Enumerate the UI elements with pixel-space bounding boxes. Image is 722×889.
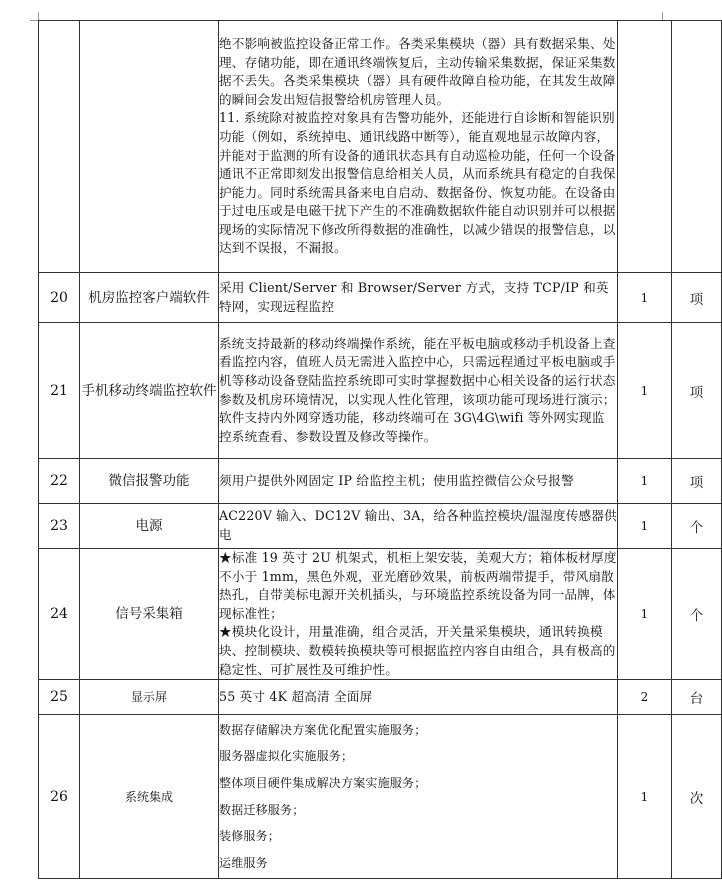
item-number: 25 xyxy=(39,680,80,715)
list-item: 服务器虚拟化实施服务； xyxy=(219,749,354,764)
item-number: 24 xyxy=(39,549,80,680)
table-row-25 xyxy=(39,680,722,715)
item-number: 22 xyxy=(39,459,80,504)
item-name: 信号采集箱 xyxy=(80,549,219,680)
item-quantity: 1 xyxy=(618,715,672,879)
item-number: 26 xyxy=(39,715,80,879)
desc-paragraph: 11. 系统除对被监控对象具有告警功能外，还能进行自诊断和智能识别功能（例如，系统掉电、通讯线路中断等），能直观地显示故障内容，并能对于监测的所有设备的通讯状态具有自动巡检功能，任何一个设备通讯不正常即刻发出报警信息给相关人员，从而系统具有稳定的自我保护能力。同时系统需具备来电自启动、数据备份、恢复功能。在设备由于过电压或是电磁干扰下产生的不准确数据软件能自动识别并可以根据现场的实际情况下修改所得数据的准确性，以减少错误的报警信息，以达到不误报，不漏报。 xyxy=(219,110,616,256)
item-unit: 次 xyxy=(672,715,722,879)
item-unit: 个 xyxy=(672,549,722,680)
desc-paragraph: ★标准 19 英寸 2U 机架式，机柜上架安装，美观大方；箱体板材厚度不小于 1mm，黑色外观，亚光磨砂效果，前板两端带提手，带风扇散热孔，自带美标电源开关机插头，与环境监控系统设备为同一品牌，体现标准性； xyxy=(219,550,617,621)
table-row-23 xyxy=(39,504,722,549)
item-name: 手机移动终端监控软件 xyxy=(80,323,219,459)
item-description: 采用 Client/Server 和 Browser/Server 方式，支持 TCP/IP 和英特网，实现远程监控 xyxy=(219,273,618,323)
item-description xyxy=(219,549,618,680)
item-name: 系统集成 xyxy=(80,715,219,879)
item-quantity: 1 xyxy=(618,549,672,680)
list-item: 装修服务； xyxy=(219,829,281,844)
table-row-26 xyxy=(39,715,722,879)
item-unit: 个 xyxy=(672,504,722,549)
procurement-list xyxy=(38,20,722,879)
item-unit: 项 xyxy=(672,273,722,323)
item-unit: 项 xyxy=(672,459,722,504)
item-name: 电源 xyxy=(80,504,219,549)
item-quantity: 1 xyxy=(618,323,672,459)
item-unit: 项 xyxy=(672,323,722,459)
item-name: 显示屏 xyxy=(80,680,219,715)
table-row-24 xyxy=(39,549,722,680)
item-quantity: 1 xyxy=(618,273,672,323)
qty-cell xyxy=(618,21,672,273)
item-description: 系统支持最新的移动终端操作系统，能在平板电脑或移动手机设备上查看监控内容，值班人员无需进入监控中心，只需远程通过平板电脑或手机等移动设备登陆监控系统即可实时掌握数据中心相关设备的运行状态参数及机房环境情况，以实现人性化管理，该项功能可现场进行演示；软件支持内外网穿透功能，移动终端可在 3G\4G\wifi 等外网实现监控系统查看、参数设置及修改等操作。 xyxy=(219,323,618,459)
item-number: 21 xyxy=(39,323,80,459)
item-name: 微信报警功能 xyxy=(80,459,219,504)
item-name: 机房监控客户端软件 xyxy=(80,273,219,323)
item-description: AC220V 输入、DC12V 输出、3A，给各种监控模块/温湿度传感器供电 xyxy=(219,504,618,549)
item-number: 20 xyxy=(39,273,80,323)
name-cell xyxy=(80,21,219,273)
desc-paragraph: 绝不影响被监控设备正常工作。各类采集模块（器）具有数据采集、处理、存储功能，即在通讯终端恢复后，主动传输采集数据，保证采集数据不丢失。各类采集模块（器）具有硬件故障自检功能，在其发生故障的瞬间会发出短信报警给机房管理人员。 xyxy=(219,35,616,107)
item-quantity: 2 xyxy=(618,680,672,715)
item-description: 55 英寸 4K 超高清 全面屏 xyxy=(219,680,618,715)
no-cell xyxy=(39,21,80,273)
table-row-20 xyxy=(39,273,722,323)
list-item: 数据存储解决方案优化配置实施服务； xyxy=(219,722,427,737)
item-quantity: 1 xyxy=(618,504,672,549)
item-number: 23 xyxy=(39,504,80,549)
table-row-22 xyxy=(39,459,722,504)
item-description: 须用户提供外网固定 IP 给监控主机；使用监控微信公众号报警 xyxy=(219,459,618,504)
item-unit: 台 xyxy=(672,680,722,715)
list-item: 整体项目硬件集成解决方案实施服务； xyxy=(219,775,427,790)
desc-cell xyxy=(219,21,618,273)
desc-paragraph: ★模块化设计，用量准确，组合灵活，开关量采集模块，通讯转换模块、控制模块、数模转换模块等可根据监控内容自由组合，具有极高的稳定性、可扩展性及可维护性。 xyxy=(219,624,616,677)
list-item: 运维服务 xyxy=(219,856,268,871)
item-quantity: 1 xyxy=(618,459,672,504)
item-description xyxy=(219,715,618,879)
table-row-21 xyxy=(39,323,722,459)
unit-cell xyxy=(672,21,722,273)
table-row-continued xyxy=(39,21,722,273)
list-item: 数据迁移服务； xyxy=(219,802,305,817)
